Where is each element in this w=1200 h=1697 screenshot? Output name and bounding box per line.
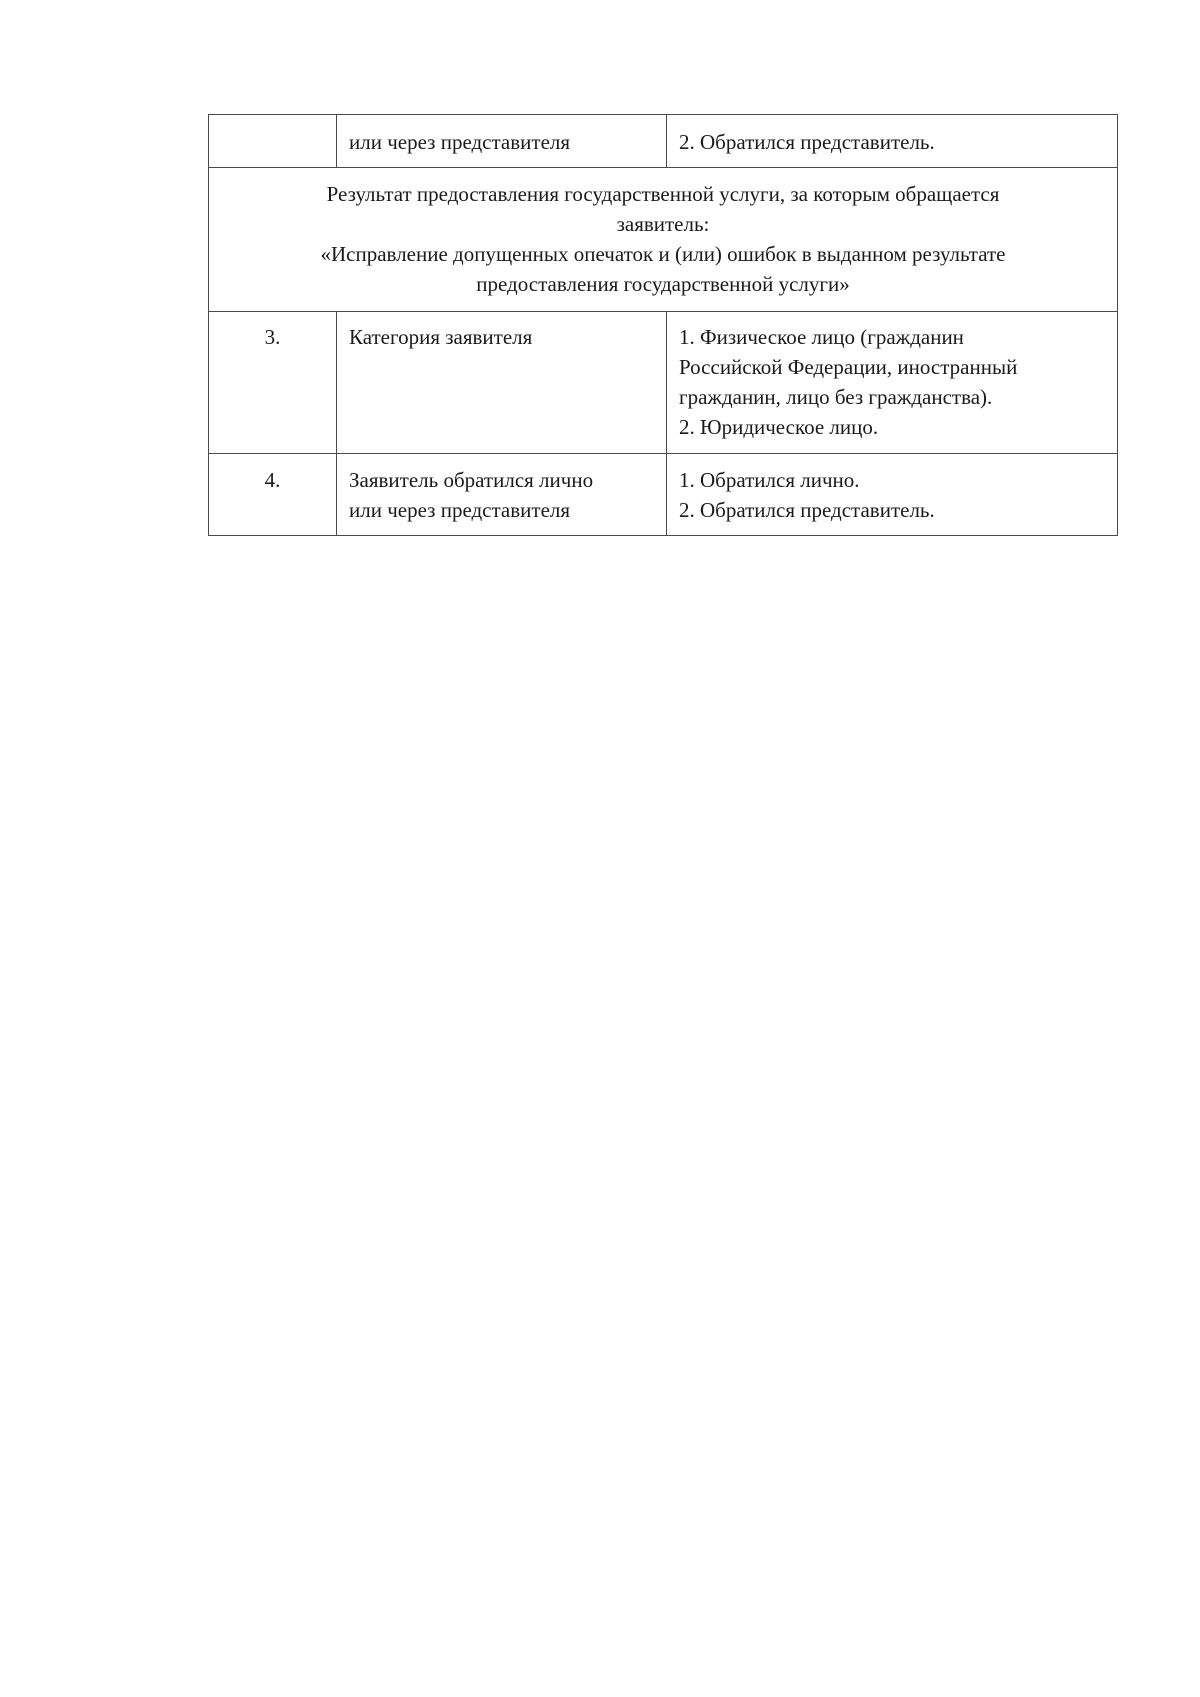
value-line: гражданин, лицо без гражданства). bbox=[679, 385, 993, 409]
section-heading-cell bbox=[209, 168, 1118, 312]
section-heading-line: Результат предоставления государственной услуги, за которым обращается bbox=[326, 182, 1000, 206]
value-line: 2. Юридическое лицо. bbox=[679, 415, 879, 439]
criterion-line: Заявитель обратился лично bbox=[349, 468, 594, 492]
value-line: 2. Обратился представитель. bbox=[679, 130, 935, 154]
row-number-cell: 4. bbox=[209, 454, 337, 536]
applicant-criteria-table bbox=[208, 114, 1118, 536]
criterion-cell bbox=[337, 312, 667, 454]
section-heading-line: «Исправление допущенных опечаток и (или) ошибок в выданном результате bbox=[320, 242, 1006, 266]
row-number-cell bbox=[209, 115, 337, 168]
value-line: 2. Обратился представитель. bbox=[679, 498, 935, 522]
criterion-line: Категория заявителя bbox=[349, 325, 533, 349]
criterion-cell bbox=[337, 454, 667, 536]
section-heading-line: заявитель: bbox=[616, 212, 710, 236]
table-row-section-heading bbox=[209, 168, 1118, 312]
values-cell bbox=[667, 115, 1118, 168]
criterion-cell: или через представителя bbox=[337, 115, 667, 168]
criterion-line: или через представителя bbox=[349, 498, 571, 522]
values-cell bbox=[667, 454, 1118, 536]
value-line: Российской Федерации, иностранный bbox=[679, 355, 1018, 379]
section-heading-line: предоставления государственной услуги» bbox=[476, 272, 850, 296]
row-number-cell: 3. bbox=[209, 312, 337, 454]
value-line: 1. Обратился лично. bbox=[679, 468, 860, 492]
table-row bbox=[209, 454, 1118, 536]
table-row-continued bbox=[209, 115, 1118, 168]
table-row bbox=[209, 312, 1118, 454]
value-line: 1. Физическое лицо (гражданин bbox=[679, 325, 964, 349]
values-cell bbox=[667, 312, 1118, 454]
